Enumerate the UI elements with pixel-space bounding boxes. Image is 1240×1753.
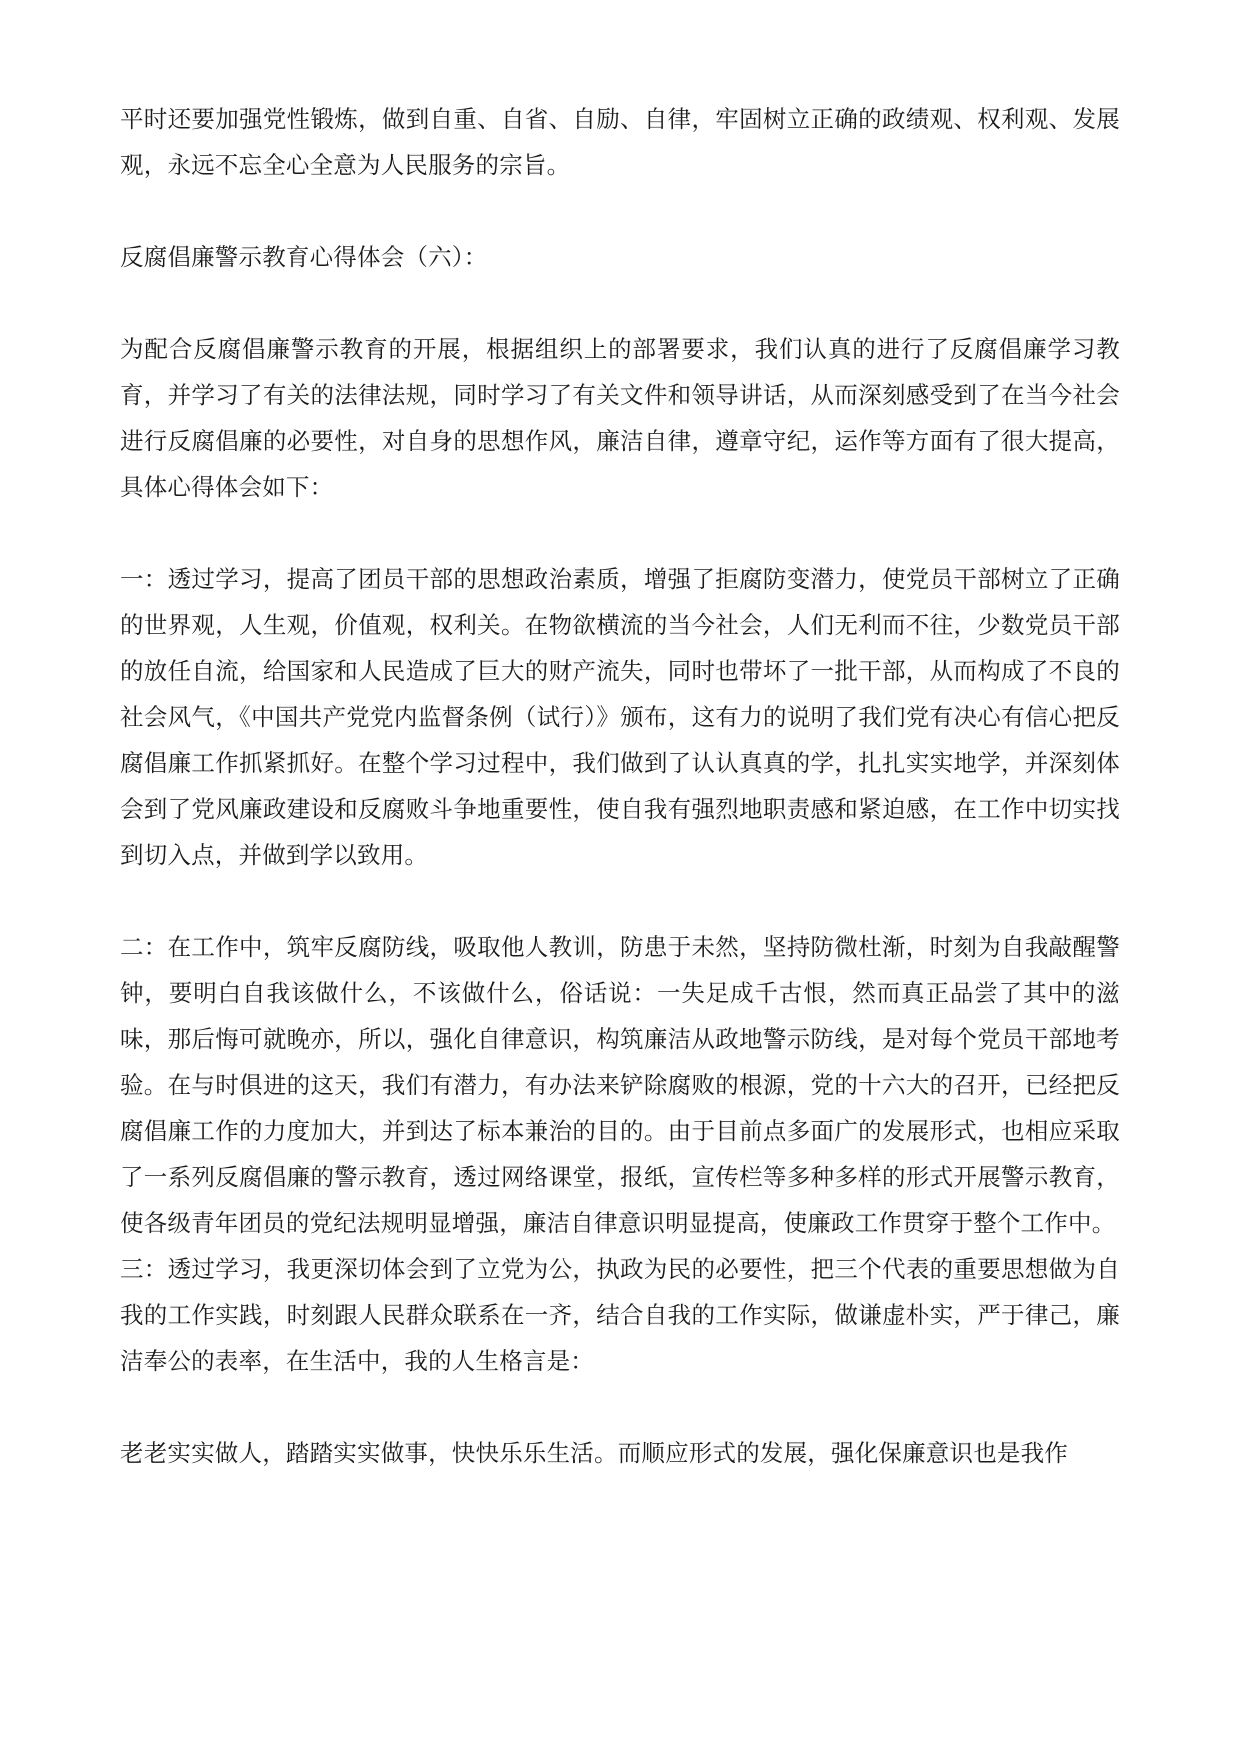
document-body bbox=[120, 96, 1120, 1476]
section-heading: 反腐倡廉警示教育心得体会（六）： bbox=[120, 243, 488, 271]
paragraph-point-three: 三：透过学习，我更深切体会到了立党为公，执政为民的必要性，把三个代表的重要思想做为自我的工作实践，时刻跟人民群众联系在一齐，结合自我的工作实际，做谦虚朴实，严于律己，廉洁奉公的表率，在生活中，我的人生格言是： bbox=[120, 1255, 1120, 1375]
paragraph-point-two: 二：在工作中，筑牢反腐防线，吸取他人教训，防患于未然，坚持防微杜渐，时刻为自我敲醒警钟，要明白自我该做什么，不该做什么，俗话说：一失足成千古恨，然而真正品尝了其中的滋味，那后悔可就晚亦，所以，强化自律意识，构筑廉洁从政地警示防线，是对每个党员干部地考验。在与时俱进的这天，我们有潜力，有办法来铲除腐败的根源，党的十六大的召开，已经把反腐倡廉工作的力度加大，并到达了标本兼治的目的。由于目前点多面广的发展形式，也相应采取了一系列反腐倡廉的警示教育，透过网络课堂，报纸，宣传栏等多种多样的形式开展警示教育，使各级青年团员的党纪法规明显增强，廉洁自律意识明显提高，使廉政工作贯穿于整个工作中。 bbox=[120, 933, 1120, 1237]
paragraph-intro: 平时还要加强党性锻炼，做到自重、自省、自励、自律，牢固树立正确的政绩观、权利观、发展观，永远不忘全心全意为人民服务的宗旨。 bbox=[120, 105, 1120, 179]
paragraph-opening: 为配合反腐倡廉警示教育的开展，根据组织上的部署要求，我们认真的进行了反腐倡廉学习教育，并学习了有关的法律法规，同时学习了有关文件和领导讲话，从而深刻感受到了在当今社会进行反腐倡廉的必要性，对自身的思想作风，廉洁自律，遵章守纪，运作等方面有了很大提高，具体心得体会如下： bbox=[120, 335, 1120, 501]
paragraph-motto: 老老实实做人，踏踏实实做事，快快乐乐生活。而顺应形式的发展，强化保廉意识也是我作 bbox=[120, 1439, 1068, 1467]
paragraph-point-one: 一：透过学习，提高了团员干部的思想政治素质，增强了拒腐防变潜力，使党员干部树立了正确的世界观，人生观，价值观，权利关。在物欲横流的当今社会，人们无利而不往，少数党员干部的放任自流，给国家和人民造成了巨大的财产流失，同时也带坏了一批干部，从而构成了不良的社会风气，《中国共产党党内监督条例（试行）》颁布，这有力的说明了我们党有决心有信心把反腐倡廉工作抓紧抓好。在整个学习过程中，我们做到了认认真真的学，扎扎实实地学，并深刻体会到了党风廉政建设和反腐败斗争地重要性，使自我有强烈地职责感和紧迫感，在工作中切实找到切入点，并做到学以致用。 bbox=[120, 565, 1120, 869]
